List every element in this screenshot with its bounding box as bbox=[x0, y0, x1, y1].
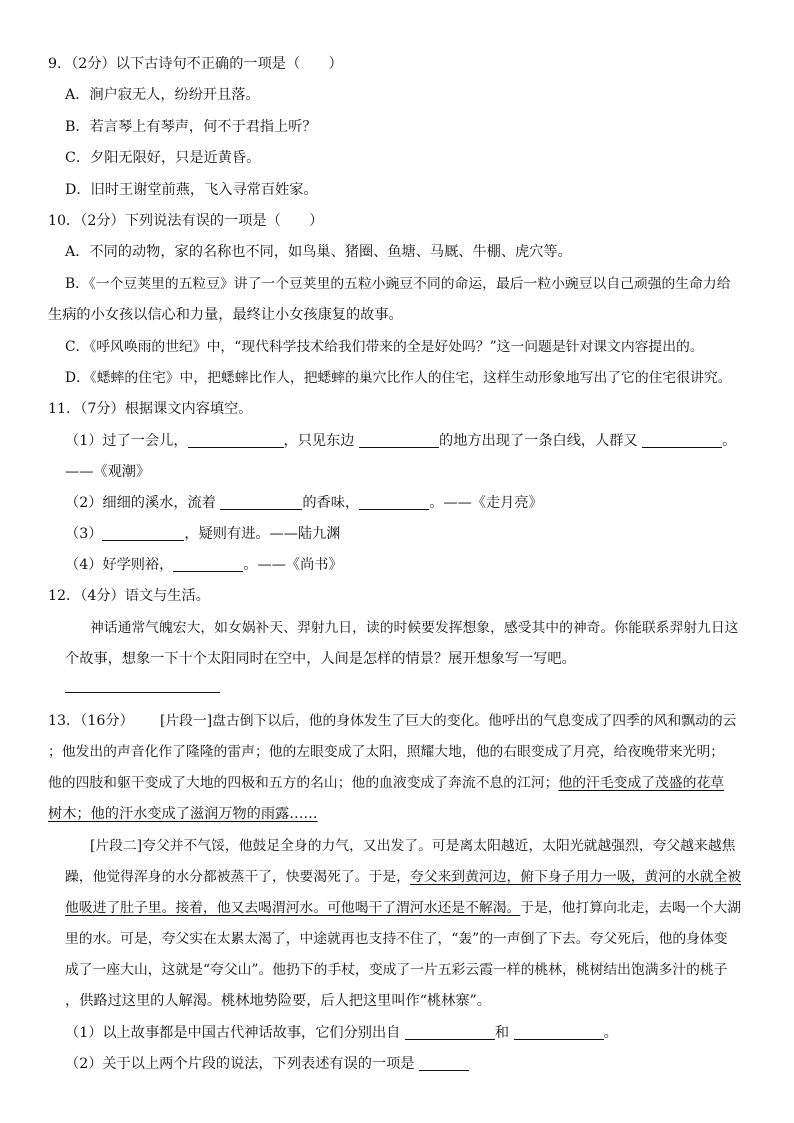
q11-blank-1[interactable] bbox=[188, 433, 284, 448]
q11-part3-text-a: （3） bbox=[65, 526, 103, 542]
q11-blank-2[interactable] bbox=[359, 433, 439, 448]
q13-s2-underlined-b: 他吸进了肚子里。接着，他又去喝渭河水。可他喝干了渭河水还是不解渴。 bbox=[65, 900, 521, 916]
q11-part2-text-a: （2）细细的溪水，流着 bbox=[65, 495, 216, 511]
q11-part3 bbox=[65, 524, 340, 544]
q10-option-b-line2: 生病的小女孩以信心和力量，最终让小女孩康复的故事。 bbox=[48, 307, 403, 323]
q11-blank-5[interactable] bbox=[359, 495, 429, 510]
q13-s2-line3 bbox=[65, 898, 741, 918]
q11-part4 bbox=[65, 555, 343, 575]
q11-part1-text-d: 。 bbox=[722, 433, 737, 449]
q11-part2 bbox=[65, 493, 543, 513]
q11-blank-6[interactable] bbox=[102, 526, 184, 541]
q13-subquestion-1 bbox=[65, 1023, 618, 1043]
q13-s2-line6: ，供路过这里的人解渴。桃林地势险要，后人把这里叫作“桃林寨”。 bbox=[65, 993, 491, 1009]
q11-part1 bbox=[65, 431, 736, 451]
q13-s2-line2-text: 躁，他觉得浑身的水分都被蒸干了，快要渴死了。于是， bbox=[65, 869, 410, 885]
q13-s1-underlined-a: 他的汗毛变成了茂盛的花草 bbox=[558, 775, 725, 791]
q13-subquestion-2 bbox=[65, 1054, 469, 1074]
q9-option-a: A．涧户寂无人，纷纷开且落。 bbox=[65, 87, 260, 103]
q13-s2-line1: [片段二]夸父并不气馁，他鼓足全身的力气，又出发了。可是离太阳越近，太阳光就越强烈，夸父越来越焦 bbox=[90, 838, 736, 854]
q13-s1-line1: [片段一]盘古倒下以后，他的身体发生了巨大的变化。他呼出的气息变成了四季的风和飘动的云 bbox=[160, 713, 737, 729]
q9-option-d: D．旧时王谢堂前燕，飞入寻常百姓家。 bbox=[65, 182, 318, 198]
q11-part2-text-b: 的香味， bbox=[302, 495, 360, 511]
q11-part1-source: ——《观潮》 bbox=[65, 464, 151, 480]
q11-part4-text-b: 。——《尚书》 bbox=[243, 557, 343, 573]
q13-s2-line2 bbox=[65, 867, 741, 887]
q13-s1-line3-text: 他的四肢和躯干变成了大地的四极和五方的名山；他的血液变成了奔流不息的江河； bbox=[48, 775, 559, 791]
q10-option-c: C．《呼风唤雨的世纪》中，“现代科学技术给我们带来的全是好处吗？”这一问题是针对课文内容提出的。 bbox=[65, 339, 704, 355]
q13-blank-2[interactable] bbox=[514, 1025, 604, 1040]
q13-s2-underlined-a: 夸父来到黄河边，俯下身子用力一吸，黄河的水就全被 bbox=[409, 869, 742, 885]
q11-stem: 11．（7分）根据课文内容填空。 bbox=[48, 401, 253, 417]
q12-body-line2: 个故事，想象一下十个太阳同时在空中，人间是怎样的情景？展开想象写一写吧。 bbox=[65, 651, 576, 667]
q13-s2-line5: 成了一座大山，这就是“夸父山”。他扔下的手杖，变成了一片五彩云霞一样的桃林，桃树结出饱满多汁的桃子 bbox=[65, 962, 728, 978]
q11-part4-text-a: （4）好学则裕， bbox=[65, 557, 174, 573]
q11-part1-text-b: ，只见东边 bbox=[283, 433, 355, 449]
q12-stem: 12．（4分）语文与生活。 bbox=[48, 588, 210, 604]
q13-s2-line4: 里的水。可是，夸父实在太累太渴了，中途就再也支持不住了，“轰”的一声倒了下去。夸父死后，他的身体变 bbox=[65, 931, 728, 947]
q13-sq1-text-a: （1）以上故事都是中国古代神话故事，它们分别出自 bbox=[65, 1025, 401, 1041]
q11-blank-3[interactable] bbox=[642, 433, 722, 448]
q13-blank-3[interactable] bbox=[419, 1056, 469, 1071]
q11-blank-4[interactable] bbox=[220, 495, 302, 510]
q11-part1-text-c: 的地方出现了一条白线，人群又 bbox=[439, 433, 638, 449]
q13-sq1-text-b: 和 bbox=[494, 1025, 510, 1041]
q13-blank-1[interactable] bbox=[405, 1025, 495, 1040]
q10-stem: 10．（2分）下列说法有误的一项是（ ） bbox=[48, 213, 324, 229]
q13-s1-underlined-b: 树木；他的汗水变成了滋润万物的雨露…… bbox=[48, 806, 318, 822]
q10-option-d: D．《蟋蟀的住宅》中，把蟋蟀比作人，把蟋蟀的巢穴比作人的住宅，这样生动形象地写出了它的住宅很讲究。 bbox=[65, 370, 732, 386]
q11-part1-text-a: （1）过了一会儿， bbox=[65, 433, 188, 449]
q9-option-c: C．夕阳无限好，只是近黄昏。 bbox=[65, 150, 261, 166]
q9-stem: 9．（2分）以下古诗句不正确的一项是（ ） bbox=[48, 56, 343, 72]
q13-label: 13．（16分） bbox=[48, 713, 134, 729]
q12-answer-line[interactable] bbox=[65, 692, 220, 693]
q13-s1-line3 bbox=[48, 773, 724, 793]
q13-sq1-text-c: 。 bbox=[603, 1025, 618, 1041]
q10-option-b-line1: B．《一个豆荚里的五粒豆》讲了一个豆荚里的五粒小豌豆不同的命运，最后一粒小豌豆以自己顽强的生命力给 bbox=[65, 276, 731, 292]
q11-part3-text-b: ，疑则有进。——陆九渊 bbox=[184, 526, 341, 542]
q12-body-line1: 神话通常气魄宏大，如女娲补天、羿射九日，读的时候要发挥想象，感受其中的神奇。你能联系羿射九日这 bbox=[90, 620, 739, 636]
q11-part2-text-c: 。——《走月亮》 bbox=[429, 495, 543, 511]
q13-sq2-text: （2）关于以上两个片段的说法，下列表述有误的一项是 bbox=[65, 1056, 415, 1072]
q10-option-a: A．不同的动物，家的名称也不同，如鸟巢、猪圈、鱼塘、马厩、牛棚、虎穴等。 bbox=[65, 244, 572, 260]
q9-option-b: B．若言琴上有琴声，何不于君指上听？ bbox=[65, 119, 317, 135]
q13-s1-line2: ；他发出的声音化作了隆隆的雷声；他的左眼变成了太阳，照耀大地，他的右眼变成了月亮，给夜晚带来光明； bbox=[48, 744, 725, 760]
q13-s2-line3-text: 于是，他打算向北走，去喝一个大湖 bbox=[520, 900, 742, 916]
q11-blank-7[interactable] bbox=[173, 557, 243, 572]
